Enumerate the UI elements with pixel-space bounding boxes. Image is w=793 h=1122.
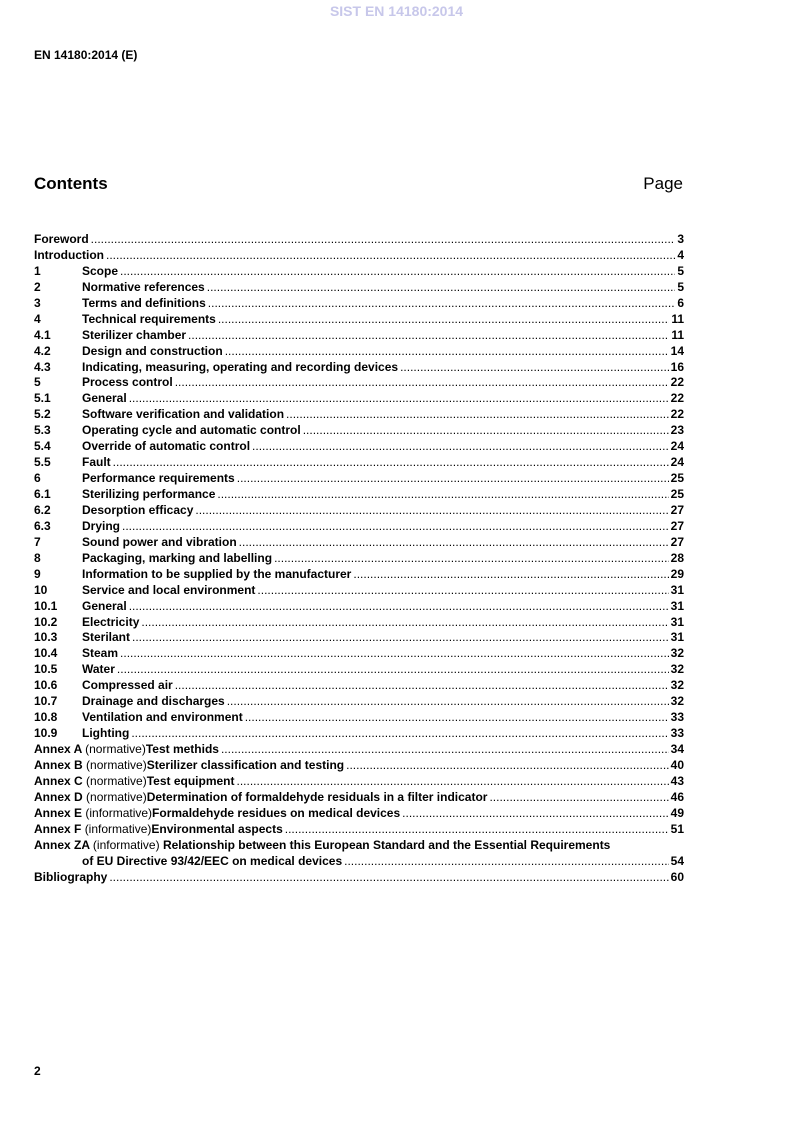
toc-annex-entry[interactable]	[34, 742, 684, 758]
toc-entry[interactable]	[34, 599, 684, 615]
toc-entry[interactable]	[34, 646, 684, 662]
toc-entry-title: Performance requirements	[82, 471, 235, 486]
toc-leader-dots	[400, 360, 669, 376]
toc-entry-number: 5.2	[34, 407, 51, 422]
toc-entry-number: 10.5	[34, 662, 58, 677]
toc-leader-dots	[91, 232, 676, 248]
toc-entry-title: Process control	[82, 375, 173, 390]
toc-entry-page: 32	[670, 662, 684, 677]
toc-leader-dots	[131, 726, 668, 742]
toc-annex-za-line1[interactable]	[34, 838, 684, 854]
toc-entry-page: 25	[670, 471, 684, 486]
toc-entry[interactable]	[34, 487, 684, 503]
toc-leader-dots	[129, 391, 669, 407]
annex-kind: (normative)	[86, 789, 147, 804]
toc-entry-number: 10.7	[34, 694, 58, 709]
toc-annex-page: 40	[670, 757, 684, 772]
toc-leader-dots	[227, 694, 669, 710]
toc-entry[interactable]	[34, 439, 684, 455]
toc-leader-dots	[141, 615, 668, 631]
toc-entry-title: Override of automatic control	[82, 439, 251, 454]
toc-leader-dots	[129, 599, 669, 615]
toc-entry-title: Scope	[82, 263, 119, 278]
toc-entry-page: 14	[670, 343, 684, 358]
toc-leader-dots	[113, 455, 669, 471]
toc-entry[interactable]	[34, 344, 684, 360]
toc-leader-dots	[109, 870, 668, 886]
toc-leader-dots	[132, 630, 669, 646]
toc-entry-page: 4	[677, 247, 684, 262]
toc-entry[interactable]	[34, 471, 684, 487]
toc-leader-dots	[353, 567, 668, 583]
toc-annex-title: Test methids	[145, 742, 219, 756]
toc-leader-dots	[195, 503, 668, 519]
toc-entry-title: Introduction	[34, 247, 104, 262]
toc-entry-page: 11	[671, 327, 684, 342]
toc-leader-dots	[346, 758, 669, 774]
toc-leader-dots	[120, 264, 675, 280]
toc-entry-page: 31	[670, 614, 684, 629]
toc-entry[interactable]	[34, 583, 684, 599]
toc-annex-title: Sterilizer classification and testing	[146, 757, 345, 772]
toc-leader-dots	[402, 806, 668, 822]
toc-leader-dots	[239, 535, 669, 551]
toc-entry-title: Sterilant	[82, 630, 131, 645]
toc-entry-title: Water	[82, 662, 115, 677]
toc-entry-title: Information to be supplied by the manufacturer	[82, 566, 352, 581]
toc-entry-title: Drying	[82, 518, 121, 533]
toc-entry[interactable]	[34, 678, 684, 694]
annex-label: Annex ZA	[34, 837, 90, 852]
toc-entry-title: General	[82, 391, 127, 406]
toc-entry-number: 10.1	[34, 598, 58, 613]
toc-entry-title: Electricity	[82, 614, 140, 629]
toc-annex-za-title-line1: Relationship between this European Standard and the Essential Requirements	[162, 837, 611, 852]
toc-leader-dots	[122, 519, 669, 535]
toc-entry-title: Service and local environment	[82, 582, 256, 597]
toc-entry-number: 5.5	[34, 455, 51, 470]
annex-kind: (normative)	[85, 742, 146, 756]
toc-leader-dots	[221, 742, 669, 758]
toc-entry[interactable]	[34, 248, 684, 264]
toc-annex-za-title-line2: of EU Directive 93/42/EEC on medical devices	[82, 853, 343, 868]
toc-entry-number: 10.6	[34, 678, 58, 693]
toc-entry-number: 6	[34, 471, 41, 486]
toc-entry-title: Indicating, measuring, operating and recording devices	[82, 359, 399, 374]
toc-entry-number: 5	[34, 375, 41, 390]
toc-annex-page: 43	[670, 773, 684, 788]
toc-entry-title: Packaging, marking and labelling	[82, 550, 273, 565]
annex-label: Annex F	[34, 821, 82, 836]
toc-leader-dots	[207, 280, 676, 296]
toc-entry-number: 4.3	[34, 359, 51, 374]
toc-annex-page: 46	[670, 789, 684, 804]
toc-entry-page: 33	[670, 710, 684, 725]
toc-entry-title: Steam	[82, 646, 119, 661]
annex-label: Annex E	[34, 805, 83, 820]
toc-entry-title: Lighting	[82, 726, 130, 741]
toc-entry-page: 32	[670, 694, 684, 709]
toc-annex-title: Determination of formaldehyde residuals in a filter indicator	[146, 789, 488, 804]
toc-entry[interactable]	[34, 312, 684, 328]
toc-leader-dots	[120, 646, 669, 662]
toc-annex-page: 34	[670, 742, 684, 756]
toc-entry[interactable]	[34, 232, 684, 248]
toc-entry[interactable]	[34, 455, 684, 471]
annex-kind: (normative)	[86, 773, 147, 788]
toc-entry-number: 4	[34, 311, 41, 326]
toc-leader-dots	[217, 487, 668, 503]
toc-entry-title: Fault	[82, 455, 111, 470]
toc-entry-number: 10.9	[34, 726, 58, 741]
toc-annex-page: 49	[670, 805, 684, 820]
toc-entry-number: 9	[34, 566, 41, 581]
toc-leader-dots	[208, 296, 676, 312]
toc-entry-number: 10.8	[34, 710, 58, 725]
toc-entry-number: 5.4	[34, 439, 51, 454]
toc-entry-number: 7	[34, 534, 41, 549]
watermark: SIST EN 14180:2014	[329, 3, 464, 19]
toc-entry[interactable]	[34, 296, 684, 312]
toc-entry-title: Foreword	[34, 232, 89, 246]
toc-bibliography[interactable]	[34, 870, 684, 886]
toc-entry-number: 2	[34, 279, 41, 294]
toc-leader-dots	[245, 710, 669, 726]
toc-entry-page: 23	[670, 423, 684, 438]
toc-title: Contents	[34, 174, 108, 193]
toc-annex-entry[interactable]	[34, 790, 684, 806]
toc-entry[interactable]	[34, 519, 684, 535]
toc-entry-title: Software verification and validation	[82, 407, 285, 422]
toc-leader-dots	[489, 790, 668, 806]
toc-entry-title: Operating cycle and automatic control	[82, 423, 301, 438]
toc-bibliography-title: Bibliography	[34, 869, 108, 884]
toc-entry-page: 33	[670, 726, 684, 741]
toc-entry-page: 31	[670, 598, 684, 613]
toc-annex-entry[interactable]	[34, 758, 684, 774]
annex-label-group	[34, 806, 152, 822]
toc-entry-title: Sound power and vibration	[82, 534, 237, 549]
toc-entry-number: 6.1	[34, 487, 51, 501]
annex-label-group	[34, 742, 146, 758]
toc-entry-number: 6.3	[34, 518, 51, 533]
toc-entry-title: Ventilation and environment	[82, 710, 243, 725]
toc-annex-za-page: 54	[670, 853, 684, 868]
annex-label-group	[34, 758, 147, 774]
toc-leader-dots	[218, 312, 669, 328]
toc-entry-page: 22	[670, 375, 684, 390]
toc-entry[interactable]	[34, 264, 684, 280]
toc-entry-page: 32	[670, 646, 684, 661]
toc-entry[interactable]	[34, 694, 684, 710]
toc-entry-number: 10.3	[34, 630, 58, 645]
toc-leader-dots	[257, 583, 668, 599]
toc-entry[interactable]	[34, 360, 684, 376]
annex-kind: (informative)	[85, 805, 153, 820]
toc-leader-dots	[175, 678, 669, 694]
toc-entry-title: Terms and definitions	[82, 295, 206, 310]
toc-entry[interactable]	[34, 407, 684, 423]
toc-leader-dots	[237, 471, 669, 487]
toc-leader-dots	[344, 854, 669, 870]
toc-entry[interactable]	[34, 615, 684, 631]
toc-annex-entry[interactable]	[34, 822, 684, 838]
annex-label: Annex D	[34, 789, 83, 804]
toc-entry-page: 6	[677, 295, 684, 310]
toc-entry[interactable]	[34, 551, 684, 567]
annex-label-group	[34, 774, 147, 790]
toc-annex-entry[interactable]	[34, 774, 684, 790]
toc-leader-dots	[117, 662, 669, 678]
toc-entry-number: 6.2	[34, 502, 51, 517]
toc-annex-entry[interactable]	[34, 806, 684, 822]
toc-leader-dots	[303, 423, 669, 439]
toc-annex-title: Test equipment	[146, 773, 235, 788]
toc-entry-number: 10.2	[34, 614, 58, 629]
toc-entry[interactable]	[34, 630, 684, 646]
annex-label-group	[34, 822, 151, 838]
toc-entry[interactable]	[34, 726, 684, 742]
toc-bibliography-page: 60	[670, 869, 684, 884]
toc-entry-number: 8	[34, 550, 41, 565]
toc-entry-page: 5	[677, 279, 684, 294]
toc-entry-page: 24	[670, 455, 684, 470]
toc-entry-number: 1	[34, 263, 41, 278]
toc-entry[interactable]	[34, 391, 684, 407]
toc-entry-page: 3	[677, 232, 684, 246]
toc-entry-page: 5	[677, 263, 684, 278]
toc-entry-page: 25	[670, 487, 684, 501]
annex-label-group	[34, 790, 147, 806]
toc-entry-page: 31	[670, 582, 684, 597]
table-of-contents	[34, 232, 684, 885]
annex-label-group	[34, 838, 163, 854]
toc-entry-title: Normative references	[82, 279, 205, 294]
toc-entry-title: Technical requirements	[82, 311, 216, 326]
toc-entry[interactable]	[34, 535, 684, 551]
toc-entry-number: 10	[34, 582, 48, 597]
toc-entry[interactable]	[34, 662, 684, 678]
toc-entry-page: 22	[670, 407, 684, 422]
toc-entry-page: 27	[670, 502, 684, 517]
toc-entry-page: 32	[670, 678, 684, 693]
toc-leader-dots	[225, 344, 669, 360]
toc-annex-title: Formaldehyde residues on medical devices	[152, 805, 401, 820]
toc-entry-page: 24	[670, 439, 684, 454]
toc-entry-page: 31	[670, 630, 684, 645]
toc-entry-number: 5.1	[34, 391, 51, 406]
toc-leader-dots	[285, 822, 669, 838]
toc-entry-number: 5.3	[34, 423, 51, 438]
toc-entry-title: Design and construction	[82, 343, 223, 358]
toc-entry-title: Desorption efficacy	[82, 502, 194, 517]
toc-leader-dots	[274, 551, 669, 567]
toc-entry-number: 4.1	[34, 327, 51, 342]
toc-annex-page: 51	[670, 821, 684, 836]
toc-entry-page: 29	[670, 566, 684, 581]
toc-entry[interactable]	[34, 328, 684, 344]
annex-kind: (informative)	[92, 837, 160, 852]
toc-annex-title: Environmental aspects	[151, 821, 283, 836]
toc-entry-title: Compressed air	[82, 678, 173, 693]
toc-page-label: Page	[643, 174, 683, 193]
toc-entry[interactable]	[34, 710, 684, 726]
annex-kind: (normative)	[86, 757, 147, 772]
toc-leader-dots	[286, 407, 669, 423]
toc-leader-dots	[237, 774, 669, 790]
annex-label: Annex B	[34, 757, 83, 772]
page-number: 2	[34, 1064, 41, 1078]
toc-entry-page: 11	[671, 311, 684, 326]
toc-entry-title: General	[82, 598, 127, 613]
toc-entry[interactable]	[34, 375, 684, 391]
toc-entry[interactable]	[34, 503, 684, 519]
toc-entry-number: 4.2	[34, 343, 51, 358]
toc-entry-number: 10.4	[34, 646, 58, 661]
annex-kind: (informative)	[84, 821, 152, 836]
toc-entry-title: Sterilizing performance	[82, 487, 216, 501]
toc-entry-title: Drainage and discharges	[82, 694, 225, 709]
toc-entry-page: 16	[670, 359, 684, 374]
toc-entry-page: 28	[670, 550, 684, 565]
toc-entry-page: 22	[670, 391, 684, 406]
toc-leader-dots	[175, 375, 669, 391]
annex-label: Annex A	[34, 742, 82, 756]
toc-entry-page: 27	[670, 534, 684, 549]
toc-entry-title: Sterilizer chamber	[82, 327, 187, 342]
toc-entry[interactable]	[34, 280, 684, 296]
toc-annex-za-line2[interactable]	[34, 854, 684, 870]
toc-entry[interactable]	[34, 423, 684, 439]
toc-leader-dots	[106, 248, 675, 264]
toc-leader-dots	[188, 328, 669, 344]
toc-entry[interactable]	[34, 567, 684, 583]
annex-label: Annex C	[34, 773, 83, 788]
toc-leader-dots	[252, 439, 669, 455]
toc-entry-number: 3	[34, 295, 41, 310]
toc-entry-page: 27	[670, 518, 684, 533]
document-id: EN 14180:2014 (E)	[34, 48, 138, 62]
